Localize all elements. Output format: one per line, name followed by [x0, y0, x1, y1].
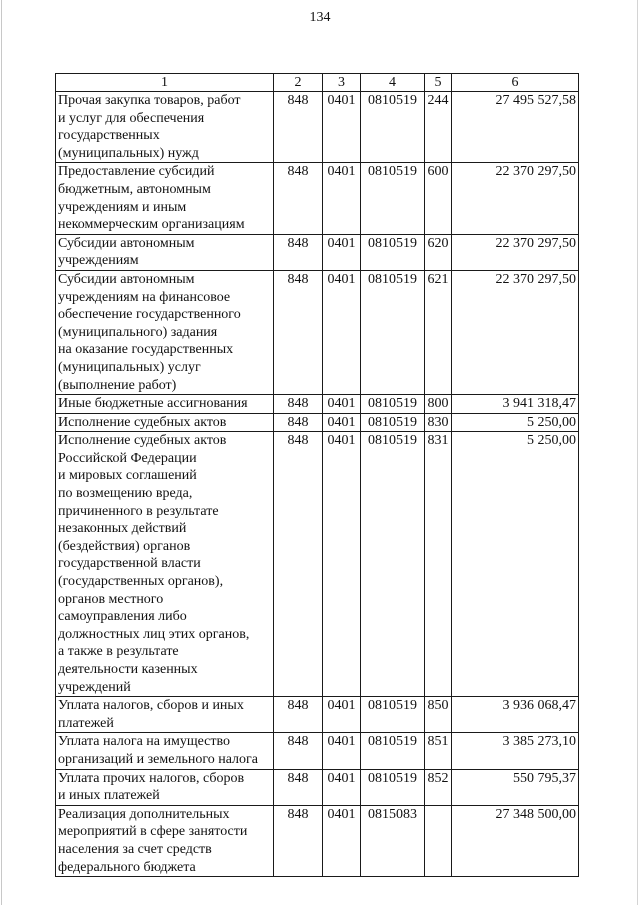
- target-article-cell: 0810519: [361, 432, 425, 697]
- amount-cell: 550 795,37: [452, 769, 579, 805]
- table-row: [56, 395, 579, 414]
- section-cell: 0401: [323, 270, 361, 394]
- item-name-line: государственной власти: [58, 556, 201, 572]
- item-name-line: и мировых соглашений: [58, 468, 197, 484]
- item-name-line: (муниципальных) нужд: [58, 145, 199, 161]
- scan-left-edge: [1, 0, 2, 905]
- item-name-line: организаций и земельного налога: [58, 751, 258, 767]
- target-article-cell: 0810519: [361, 395, 425, 414]
- expense-type-cell: 852: [425, 769, 452, 805]
- ved-cell: 848: [274, 697, 323, 733]
- item-name-line: Прочая закупка товаров, работ: [58, 93, 241, 108]
- amount-cell: 5 250,00: [452, 413, 579, 432]
- item-name-line: Уплата прочих налогов, сборов: [58, 770, 245, 786]
- item-name-line: Российской Федерации: [58, 450, 197, 466]
- item-name-line: (муниципальных) услуг: [58, 359, 201, 375]
- target-article-cell: 0810519: [361, 413, 425, 432]
- item-name-line: Уплата налога на имущество: [58, 734, 231, 750]
- item-name-cell: [56, 92, 274, 163]
- section-cell: 0401: [323, 769, 361, 805]
- page-number: 134: [309, 10, 331, 25]
- ved-cell: 848: [274, 733, 323, 769]
- target-article-cell: 0810519: [361, 697, 425, 733]
- table-body: [56, 92, 579, 877]
- table-row: [56, 432, 579, 697]
- expense-type-cell: 620: [425, 234, 452, 270]
- header-col-6: 6: [452, 74, 579, 92]
- item-name-line: Исполнение судебных актов: [58, 414, 227, 430]
- item-name-line: некоммерческим организациям: [58, 217, 245, 233]
- section-cell: 0401: [323, 432, 361, 697]
- ved-cell: 848: [274, 395, 323, 414]
- ved-cell: 848: [274, 234, 323, 270]
- section-cell: 0401: [323, 395, 361, 414]
- table-row: [56, 733, 579, 769]
- item-name-line: платежей: [58, 715, 114, 731]
- item-name-cell: [56, 697, 274, 733]
- item-name-line: а также в результате: [58, 644, 179, 660]
- item-name-line: населения за счет средств: [58, 841, 212, 857]
- item-name-line: органов местного: [58, 591, 164, 607]
- item-name-line: Уплата налогов, сборов и иных: [58, 698, 244, 714]
- item-name-line: должностных лиц этих органов,: [58, 626, 250, 642]
- expense-type-cell: 830: [425, 413, 452, 432]
- amount-cell: 3 385 273,10: [452, 733, 579, 769]
- item-name-line: учреждениям и иным: [58, 199, 187, 215]
- expense-type-cell: 851: [425, 733, 452, 769]
- item-name-line: самоуправления либо: [58, 609, 187, 625]
- table-row: [56, 270, 579, 394]
- ved-cell: 848: [274, 270, 323, 394]
- target-article-cell: 0810519: [361, 769, 425, 805]
- item-name-line: Субсидии автономным: [58, 271, 195, 287]
- item-name-line: Иные бюджетные ассигнования: [58, 396, 248, 412]
- ved-cell: 848: [274, 413, 323, 432]
- section-cell: 0401: [323, 234, 361, 270]
- section-cell: 0401: [323, 697, 361, 733]
- item-name-cell: [56, 395, 274, 414]
- header-col-5: 5: [425, 74, 452, 92]
- item-name-line: (муниципального) задания: [58, 324, 218, 340]
- item-name-line: бюджетным, автономным: [58, 181, 211, 197]
- table-row: [56, 805, 579, 876]
- expense-type-cell: 850: [425, 697, 452, 733]
- item-name-cell: [56, 432, 274, 697]
- target-article-cell: 0815083: [361, 805, 425, 876]
- amount-cell: 22 370 297,50: [452, 270, 579, 394]
- ved-cell: 848: [274, 163, 323, 234]
- budget-table: [55, 73, 579, 877]
- item-name-cell: [56, 234, 274, 270]
- item-name-line: по возмещению вреда,: [58, 486, 193, 502]
- section-cell: 0401: [323, 92, 361, 163]
- target-article-cell: 0810519: [361, 270, 425, 394]
- ved-cell: 848: [274, 432, 323, 697]
- expense-type-cell: 621: [425, 270, 452, 394]
- amount-cell: 22 370 297,50: [452, 234, 579, 270]
- expense-type-cell: 600: [425, 163, 452, 234]
- target-article-cell: 0810519: [361, 733, 425, 769]
- expense-type-cell: 831: [425, 432, 452, 697]
- item-name-line: государственных: [58, 128, 160, 144]
- amount-cell: 27 495 527,58: [452, 92, 579, 163]
- item-name-line: (выполнение работ): [58, 377, 177, 393]
- ved-cell: 848: [274, 805, 323, 876]
- table-row: [56, 92, 579, 163]
- item-name-line: учреждениям на финансовое: [58, 289, 231, 305]
- item-name-line: федерального бюджета: [58, 859, 196, 875]
- item-name-line: причиненного в результате: [58, 503, 219, 519]
- table-row: [56, 234, 579, 270]
- table-row: [56, 769, 579, 805]
- amount-cell: 27 348 500,00: [452, 805, 579, 876]
- header-col-1: 1: [56, 74, 274, 92]
- amount-cell: 22 370 297,50: [452, 163, 579, 234]
- table-row: [56, 413, 579, 432]
- item-name-line: обеспечение государственного: [58, 307, 241, 323]
- section-cell: 0401: [323, 413, 361, 432]
- item-name-cell: [56, 769, 274, 805]
- item-name-cell: [56, 413, 274, 432]
- section-cell: 0401: [323, 163, 361, 234]
- expense-type-cell: [425, 805, 452, 876]
- item-name-cell: [56, 805, 274, 876]
- item-name-line: (государственных органов),: [58, 574, 224, 590]
- section-cell: 0401: [323, 733, 361, 769]
- item-name-line: незаконных действий: [58, 521, 187, 537]
- table-header-row: [56, 74, 579, 92]
- ved-cell: 848: [274, 769, 323, 805]
- table-row: [56, 163, 579, 234]
- amount-cell: 5 250,00: [452, 432, 579, 697]
- scan-right-edge: [637, 0, 638, 905]
- item-name-cell: [56, 270, 274, 394]
- section-cell: 0401: [323, 805, 361, 876]
- target-article-cell: 0810519: [361, 92, 425, 163]
- item-name-line: (бездействия) органов: [58, 538, 191, 554]
- target-article-cell: 0810519: [361, 234, 425, 270]
- item-name-cell: [56, 163, 274, 234]
- item-name-line: на оказание государственных: [58, 342, 234, 358]
- header-col-2: 2: [274, 74, 323, 92]
- item-name-line: Субсидии автономным: [58, 235, 195, 251]
- expense-type-cell: 800: [425, 395, 452, 414]
- item-name-cell: [56, 733, 274, 769]
- item-name-line: Реализация дополнительных: [58, 806, 230, 822]
- item-name-line: Предоставление субсидий: [58, 164, 215, 180]
- header-col-3: 3: [323, 74, 361, 92]
- item-name-line: мероприятий в сфере занятости: [58, 824, 248, 840]
- item-name-line: и услуг для обеспечения: [58, 110, 205, 126]
- ved-cell: 848: [274, 92, 323, 163]
- expense-type-cell: 244: [425, 92, 452, 163]
- item-name-line: деятельности казенных: [58, 662, 198, 677]
- amount-cell: 3 936 068,47: [452, 697, 579, 733]
- header-col-4: 4: [361, 74, 425, 92]
- table-row: [56, 697, 579, 733]
- item-name-line: и иных платежей: [58, 788, 160, 804]
- target-article-cell: 0810519: [361, 163, 425, 234]
- amount-cell: 3 941 318,47: [452, 395, 579, 414]
- item-name-line: учреждениям: [58, 253, 139, 269]
- item-name-line: Исполнение судебных актов: [58, 433, 227, 449]
- item-name-line: учреждений: [58, 679, 131, 695]
